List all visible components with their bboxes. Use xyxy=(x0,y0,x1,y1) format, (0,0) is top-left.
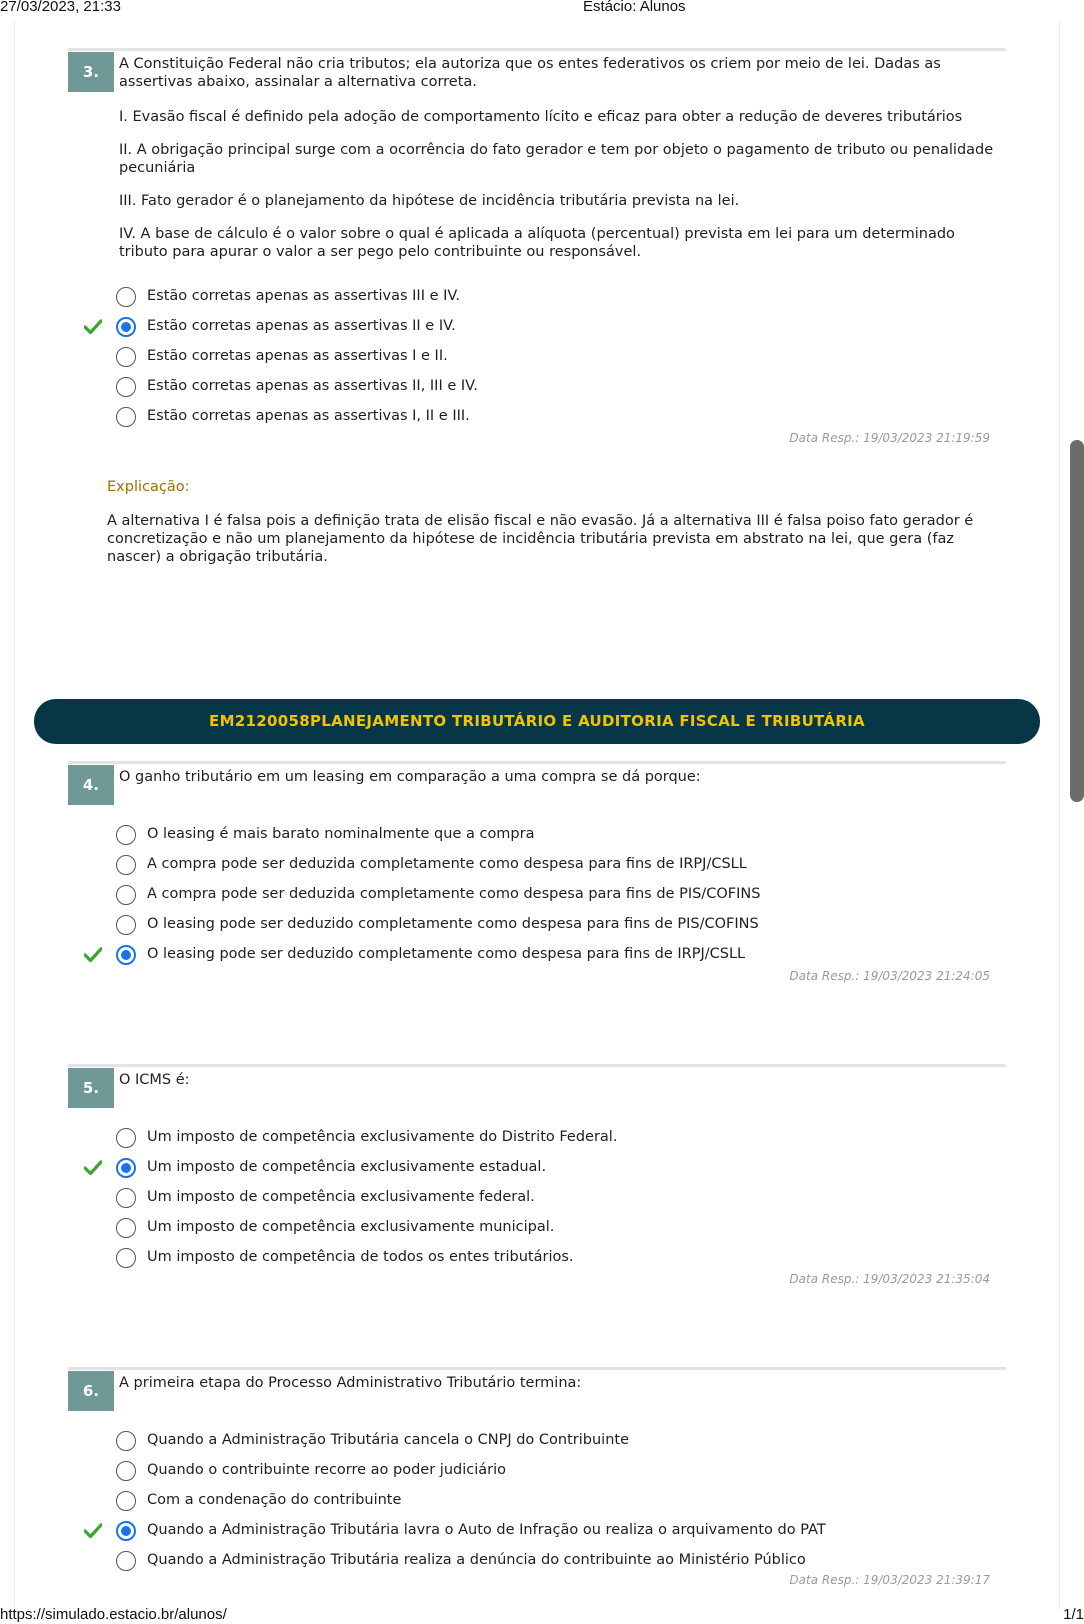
print-title: Estácio: Alunos xyxy=(583,0,686,15)
option-b[interactable] xyxy=(84,854,984,876)
option-e[interactable] xyxy=(84,406,984,428)
question-divider xyxy=(68,1064,1006,1067)
print-url: https://simulado.estacio.br/alunos/ xyxy=(0,1606,227,1623)
option-a[interactable] xyxy=(84,1430,984,1452)
radio-button[interactable] xyxy=(116,915,136,935)
option-label: Um imposto de competência exclusivamente estadual. xyxy=(147,1159,547,1175)
question-number: 3. xyxy=(68,52,114,92)
question-5 xyxy=(68,1064,1006,1284)
radio-button[interactable] xyxy=(116,1248,136,1268)
option-label: Quando a Administração Tributária lavra o Auto de Infração ou realiza o arquivamento do PAT xyxy=(147,1522,826,1538)
assertion-2: II. A obrigação principal surge com a ocorrência do fato gerador e tem por objeto o pagamento de tributo ou penalidade pecuniária xyxy=(119,142,994,176)
correct-check-icon xyxy=(84,1160,102,1176)
option-c[interactable] xyxy=(84,346,984,368)
option-label: Estão corretas apenas as assertivas I e II. xyxy=(147,348,448,364)
question-text: A Constituição Federal não cria tributos; ela autoriza que os entes federativos os criem por meio de lei. Dadas as assertivas abaixo, assinalar a alternativa correta. xyxy=(119,56,941,90)
radio-button[interactable] xyxy=(116,885,136,905)
radio-button[interactable] xyxy=(116,377,136,397)
option-d[interactable] xyxy=(84,376,984,398)
answer-timestamp: Data Resp.: 19/03/2023 21:19:59 xyxy=(789,431,990,445)
radio-button[interactable] xyxy=(116,1128,136,1148)
radio-button[interactable] xyxy=(116,1218,136,1238)
radio-button[interactable] xyxy=(116,1431,136,1451)
option-label: O leasing pode ser deduzido completamente como despesa para fins de PIS/COFINS xyxy=(147,916,759,932)
radio-button[interactable] xyxy=(116,1188,136,1208)
option-label: Quando a Administração Tributária cancela o CNPJ do Contribuinte xyxy=(147,1432,629,1448)
print-page-number: 1/1 xyxy=(1063,1606,1084,1623)
question-divider xyxy=(68,48,1006,51)
option-b[interactable] xyxy=(84,1460,984,1482)
option-label: Um imposto de competência exclusivamente municipal. xyxy=(147,1219,555,1235)
option-label: A compra pode ser deduzida completamente como despesa para fins de IRPJ/CSLL xyxy=(147,856,747,872)
option-label: O leasing é mais barato nominalmente que a compra xyxy=(147,826,535,842)
option-label: Estão corretas apenas as assertivas II e IV. xyxy=(147,318,456,334)
question-6 xyxy=(68,1367,1006,1587)
radio-button-selected[interactable] xyxy=(116,1158,136,1178)
explanation-text: A alternativa I é falsa pois a definição trata de elisão fiscal e não evasão. Já a alternativa III é falsa poiso fato gerador é concretização e não um planejamento da hipótese de incidência tributária prevista em abstrato na lei, que gera (faz nascer) a obrigação tributária. xyxy=(107,513,974,565)
option-a[interactable] xyxy=(84,286,984,308)
correct-check-icon xyxy=(84,947,102,963)
option-e[interactable] xyxy=(84,944,984,966)
answer-timestamp: Data Resp.: 19/03/2023 21:35:04 xyxy=(789,1272,990,1286)
question-text: A primeira etapa do Processo Administrativo Tributário termina: xyxy=(119,1375,582,1391)
answer-timestamp: Data Resp.: 19/03/2023 21:39:17 xyxy=(789,1573,990,1587)
print-footer xyxy=(0,1604,1084,1624)
question-divider xyxy=(68,1367,1006,1370)
option-d[interactable] xyxy=(84,1217,984,1239)
radio-button-selected[interactable] xyxy=(116,317,136,337)
option-a[interactable] xyxy=(84,824,984,846)
option-c[interactable] xyxy=(84,1187,984,1209)
question-number: 4. xyxy=(68,765,114,805)
option-label: Quando a Administração Tributária realiza a denúncia do contribuinte ao Ministério Público xyxy=(147,1552,806,1568)
option-b[interactable] xyxy=(84,1157,984,1179)
radio-button[interactable] xyxy=(116,825,136,845)
radio-button[interactable] xyxy=(116,1491,136,1511)
option-c[interactable] xyxy=(84,1490,984,1512)
option-d[interactable] xyxy=(84,914,984,936)
question-number: 5. xyxy=(68,1068,114,1108)
section-banner: EM2120058PLANEJAMENTO TRIBUTÁRIO E AUDITORIA FISCAL E TRIBUTÁRIA xyxy=(34,699,1040,744)
option-label: Com a condenação do contribuinte xyxy=(147,1492,402,1508)
option-b[interactable] xyxy=(84,316,984,338)
question-text: O ganho tributário em um leasing em comparação a uma compra se dá porque: xyxy=(119,769,701,785)
option-e[interactable] xyxy=(84,1247,984,1269)
radio-button-selected[interactable] xyxy=(116,945,136,965)
option-e[interactable] xyxy=(84,1550,984,1572)
radio-button[interactable] xyxy=(116,1461,136,1481)
print-header xyxy=(0,0,1084,18)
option-label: O leasing pode ser deduzido completamente como despesa para fins de IRPJ/CSLL xyxy=(147,946,746,962)
radio-button-selected[interactable] xyxy=(116,1521,136,1541)
question-3 xyxy=(68,48,1006,448)
option-c[interactable] xyxy=(84,884,984,906)
radio-button[interactable] xyxy=(116,287,136,307)
print-date: 27/03/2023, 21:33 xyxy=(0,0,121,15)
question-number: 6. xyxy=(68,1371,114,1411)
assertion-3: III. Fato gerador é o planejamento da hipótese de incidência tributária prevista na lei. xyxy=(119,193,740,209)
radio-button[interactable] xyxy=(116,1551,136,1571)
assertion-4: IV. A base de cálculo é o valor sobre o qual é aplicada a alíquota (percentual) prevista em lei para um determinado tributo para apurar o valor a ser pego pelo contribuinte ou responsável. xyxy=(119,226,955,260)
answer-timestamp: Data Resp.: 19/03/2023 21:24:05 xyxy=(789,969,990,983)
correct-check-icon xyxy=(84,1523,102,1539)
radio-button[interactable] xyxy=(116,347,136,367)
scrollbar-thumb[interactable] xyxy=(1070,440,1084,802)
radio-button[interactable] xyxy=(116,855,136,875)
explanation-title: Explicação: xyxy=(107,479,190,495)
option-label: Um imposto de competência exclusivamente federal. xyxy=(147,1189,535,1205)
assertion-1: I. Evasão fiscal é definido pela adoção de comportamento lícito e eficaz para obter a redução de deveres tributários xyxy=(119,109,963,125)
option-label: Quando o contribuinte recorre ao poder judiciário xyxy=(147,1462,507,1478)
option-label: A compra pode ser deduzida completamente como despesa para fins de PIS/COFINS xyxy=(147,886,761,902)
correct-check-icon xyxy=(84,319,102,335)
option-label: Um imposto de competência de todos os entes tributários. xyxy=(147,1249,574,1265)
option-a[interactable] xyxy=(84,1127,984,1149)
option-label: Estão corretas apenas as assertivas II, III e IV. xyxy=(147,378,478,394)
radio-button[interactable] xyxy=(116,407,136,427)
question-text: O ICMS é: xyxy=(119,1072,190,1088)
question-4 xyxy=(68,761,1006,981)
option-label: Estão corretas apenas as assertivas I, II e III. xyxy=(147,408,470,424)
option-label: Um imposto de competência exclusivamente do Distrito Federal. xyxy=(147,1129,618,1145)
option-d[interactable] xyxy=(84,1520,984,1542)
question-divider xyxy=(68,761,1006,764)
option-label: Estão corretas apenas as assertivas III e IV. xyxy=(147,288,461,304)
